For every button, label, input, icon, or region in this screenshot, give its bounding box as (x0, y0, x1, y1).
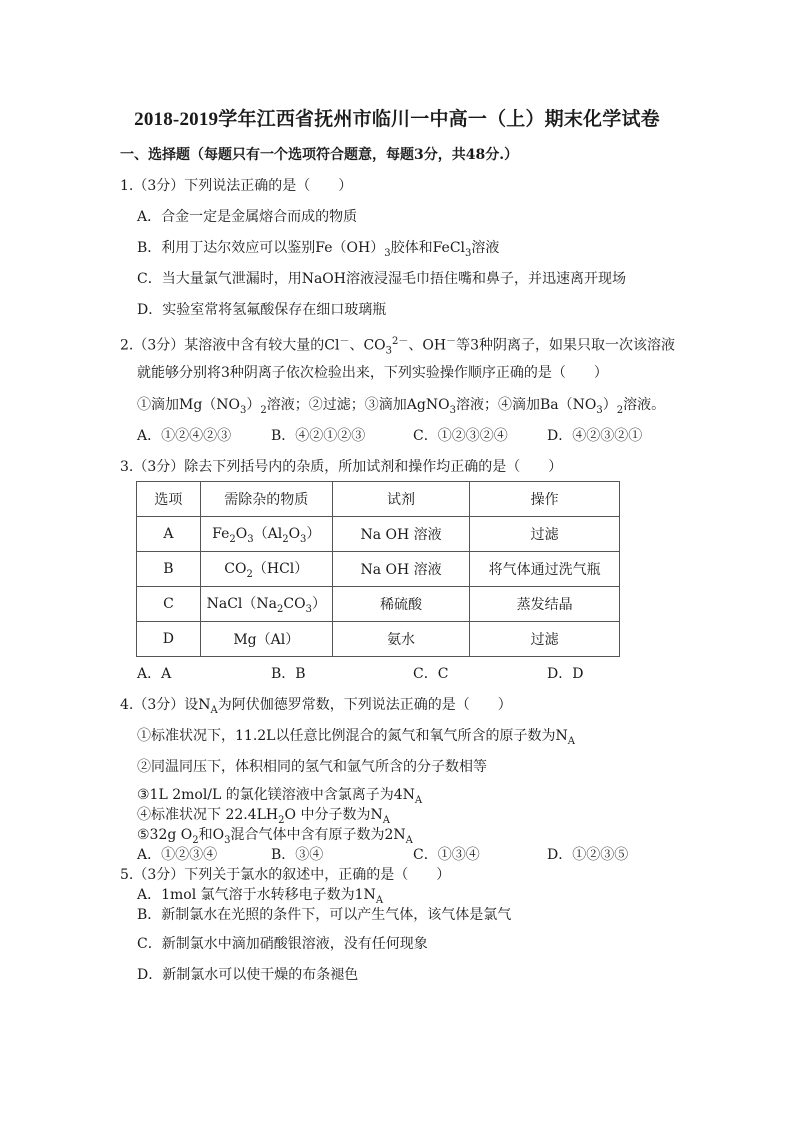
table-header-row (137, 482, 620, 517)
table-header: 操作 (470, 482, 620, 517)
q2-choice-b: B．④②①②③ (271, 428, 366, 444)
table-row (137, 552, 620, 587)
q4-choice-d: D．①②③⑤ (547, 847, 629, 863)
table-header: 试剂 (332, 482, 470, 517)
table-cell: 氨水 (332, 622, 470, 657)
table-cell: $Fe_2O_3(Al_2O_3)$ (200, 517, 332, 552)
table-cell: D (137, 622, 201, 657)
q5-option-c: C．新制氯水中滴加硝酸银溶液，没有任何现象 (137, 936, 428, 952)
q4-choice-a: A．①②③④ (137, 847, 218, 863)
q3-choice-c: C．C (413, 666, 449, 682)
q1-option-d: D．实验室常将氢氟酸保存在细口玻璃瓶 (137, 302, 387, 318)
q4-choice-b: B．③④ (271, 847, 324, 863)
section-heading: 一、选择题（每题只有一个选项符合题意，每题3分，共48分.） (120, 147, 519, 163)
q2-operations: ①滴加$Mg(NO_3)_2$溶液；②过滤；③滴加AgNO$_3$溶液；④滴加$Ba(NO_3)_2$溶液。 (137, 397, 666, 416)
q5-option-b: B．新制氯水在光照的条件下，可以产生气体，该气体是氯气 (137, 907, 512, 923)
table-cell: 过滤 (470, 622, 620, 657)
table-cell: B (137, 552, 201, 587)
table-cell: $CO_2(HCl)$ (200, 552, 332, 587)
q1-option-a: A．合金一定是金属熔合而成的物质 (137, 209, 358, 225)
q3-choice-d: D．D (547, 666, 584, 682)
q1-option-c: C．当大量氯气泄漏时，用NaOH溶液浸湿毛巾捂住嘴和鼻子，并迅速离开现场 (137, 271, 626, 287)
q5-option-d: D．新制氯水可以使干燥的布条褪色 (137, 967, 359, 983)
q4-statement-3: ③1L 2mol/L 的氯化镁溶液中含氯离子为$4N_A$ (137, 787, 423, 806)
table-cell: 稀硫酸 (332, 587, 470, 622)
q1-stem: 1.（3分）下列说法正确的是（ ） (120, 178, 353, 194)
q2-choice-d: D．④②③②① (547, 428, 643, 444)
table-cell: C (137, 587, 201, 622)
q4-statement-2: ②同温同压下，体积相同的氢气和氩气所含的分子数相等 (137, 759, 487, 775)
q4-statement-5: ⑤32g $O_2$和$O_3$混合气体中含有原子数为$2N_A$ (137, 827, 413, 846)
q4-choice-c: C．①③④ (413, 847, 480, 863)
table-cell: Na OH 溶液 (332, 517, 470, 552)
table-row (137, 622, 620, 657)
q5-option-a: A．1mol 氯气溶于水转移电子数为$1N_A$ (137, 887, 384, 906)
table-cell: 将气体通过洗气瓶 (470, 552, 620, 587)
q4-stem: 4.（3分）设$N_A$为阿伏伽德罗常数，下列说法正确的是（ ） (120, 697, 512, 716)
exam-title: 2018-2019学年江西省抚州市临川一中高一（上）期末化学试卷 (134, 109, 660, 130)
q3-choice-b: B．B (271, 666, 306, 682)
table-cell: Na OH 溶液 (332, 552, 470, 587)
q4-statement-4: ④标准状况下 $22.4LH_2O$ 中分子数为$N_A$ (137, 807, 390, 826)
q3-table (136, 481, 620, 657)
q2-stem: 2.（3分）某溶液中含有较大量的Cl－、$CO_3^{2-}$、OH－等3种阴离子，如果只取一次该溶液 (120, 336, 676, 357)
q2-choice-c: C．①②③②④ (413, 428, 508, 444)
q5-stem: 5.（3分）下列关于氯水的叙述中，正确的是（ ） (120, 867, 451, 883)
q3-choice-a: A．A (137, 666, 172, 682)
table-cell: 过滤 (470, 517, 620, 552)
q3-stem: 3.（3分）除去下列括号内的杂质，所加试剂和操作均正确的是（ ） (120, 459, 563, 475)
table-row (137, 517, 620, 552)
table-row (137, 587, 620, 622)
q1-option-b: B．利用丁达尔效应可以鉴别$Fe(OH)_3$胶体和FeCl$_3$溶液 (137, 240, 500, 259)
table-cell: 蒸发结晶 (470, 587, 620, 622)
table-header: 需除杂的物质 (200, 482, 332, 517)
table-cell: A (137, 517, 201, 552)
q2-choice-a: A．①②④②③ (137, 428, 232, 444)
table-cell: Mg（Al） (200, 622, 332, 657)
q4-statement-1: ①标准状况下，11.2L以任意比例混合的氮气和氧气所含的原子数为$N_A$ (137, 728, 575, 747)
table-header: 选项 (137, 482, 201, 517)
table-cell: $NaCl(Na_2CO_3)$ (200, 587, 332, 622)
q2-stem-cont: 就能够分别将3种阴离子依次检验出来，下列实验操作顺序正确的是（ ） (137, 365, 608, 381)
